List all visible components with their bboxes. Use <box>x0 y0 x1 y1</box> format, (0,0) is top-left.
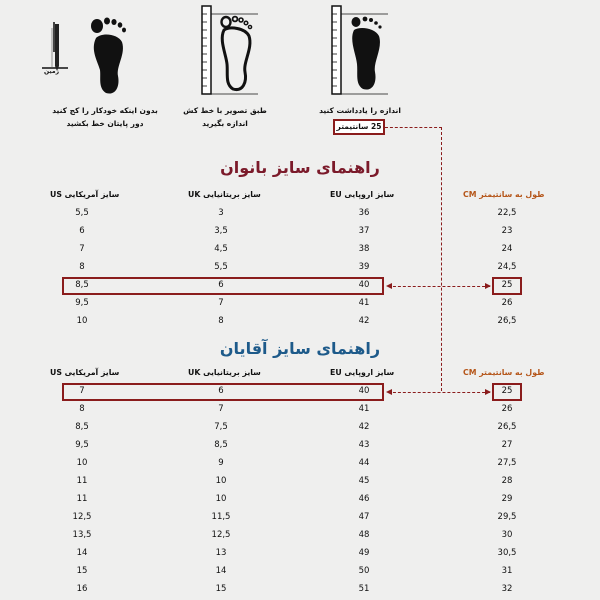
women-cell-cm: 24 <box>501 244 513 254</box>
men-cell-cm: 30 <box>501 530 513 540</box>
women-cell-eu: 39 <box>358 262 370 272</box>
men-highlight-arrow <box>388 392 490 393</box>
women-highlight-row-box <box>62 277 384 295</box>
men-cell-uk: 7 <box>218 404 224 414</box>
arrowhead-left-icon <box>386 389 392 395</box>
men-cell-us: 11 <box>76 494 88 504</box>
women-cell-cm: 26 <box>501 298 513 308</box>
men-cell-uk: 9 <box>218 458 224 468</box>
women-cell-cm: 23 <box>501 226 513 236</box>
women-section-title: راهنمای سایز بانوان <box>220 158 380 177</box>
men-cell-uk: 6 <box>218 386 224 396</box>
step1-caption-line2: دور پایتان خط بکشید <box>66 119 144 128</box>
men-cell-eu: 40 <box>358 386 370 396</box>
men-header-eu: سایز اروپایی EU <box>330 368 395 377</box>
men-cell-us: 8 <box>79 404 85 414</box>
step2-caption-line1: طبق تصویر با خط کش <box>183 106 267 115</box>
men-cell-cm: 26,5 <box>497 422 517 432</box>
women-cell-uk: 4,5 <box>214 244 228 254</box>
men-cell-cm: 31 <box>501 566 513 576</box>
men-cell-uk: 12,5 <box>211 530 231 540</box>
men-cell-uk: 7,5 <box>214 422 228 432</box>
men-cell-us: 14 <box>76 548 88 558</box>
men-cell-us: 16 <box>76 584 88 594</box>
connector-line <box>385 127 442 128</box>
men-cell-uk: 14 <box>215 566 227 576</box>
footprint-icon <box>86 14 130 96</box>
men-header-cm: طول به سانتیمتر CM <box>463 368 545 377</box>
men-cell-us: 11 <box>76 476 88 486</box>
measured-length-box: 25 سانتیمتر <box>333 119 385 135</box>
women-cell-us: 6 <box>79 226 85 236</box>
women-cell-uk: 7 <box>218 298 224 308</box>
men-cell-eu: 43 <box>358 440 370 450</box>
women-cell-cm: 24,5 <box>497 262 517 272</box>
men-cell-cm: 25 <box>501 386 513 396</box>
men-cell-cm: 30,5 <box>497 548 517 558</box>
step1-caption <box>40 104 170 130</box>
women-cell-us: 8,5 <box>75 280 89 290</box>
men-cell-uk: 13 <box>215 548 227 558</box>
women-header-us: سایز آمریکایی US <box>50 190 120 199</box>
men-cell-us: 10 <box>76 458 88 468</box>
men-cell-cm: 27 <box>501 440 513 450</box>
women-cell-cm: 25 <box>501 280 513 290</box>
women-cell-us: 9,5 <box>75 298 89 308</box>
men-cell-cm: 28 <box>501 476 513 486</box>
connector-vertical <box>441 127 442 391</box>
women-cell-us: 5,5 <box>75 208 89 218</box>
arrowhead-right-icon <box>485 389 491 395</box>
women-cell-eu: 42 <box>358 316 370 326</box>
men-cell-us: 9,5 <box>75 440 89 450</box>
women-cell-us: 10 <box>76 316 88 326</box>
women-cell-uk: 3,5 <box>214 226 228 236</box>
men-cell-uk: 11,5 <box>211 512 231 522</box>
women-cell-uk: 6 <box>218 280 224 290</box>
men-cell-eu: 41 <box>358 404 370 414</box>
men-cell-eu: 47 <box>358 512 370 522</box>
men-cell-us: 13,5 <box>72 530 92 540</box>
arrowhead-left-icon <box>386 283 392 289</box>
men-cell-eu: 45 <box>358 476 370 486</box>
women-header-cm: طول به سانتیمتر CM <box>463 190 545 199</box>
women-cell-us: 7 <box>79 244 85 254</box>
women-cell-us: 8 <box>79 262 85 272</box>
men-cell-cm: 29,5 <box>497 512 517 522</box>
women-cell-eu: 36 <box>358 208 370 218</box>
step3-caption <box>300 104 420 117</box>
men-highlight-cm-box <box>492 383 522 401</box>
men-cell-eu: 48 <box>358 530 370 540</box>
men-cell-eu: 50 <box>358 566 370 576</box>
men-cell-uk: 8,5 <box>214 440 228 450</box>
women-cell-eu: 38 <box>358 244 370 254</box>
step1-caption-line1: بدون اینکه خودکار را کج کنید <box>52 106 158 115</box>
men-cell-uk: 10 <box>215 494 227 504</box>
men-cell-uk: 10 <box>215 476 227 486</box>
men-cell-eu: 44 <box>358 458 370 468</box>
men-highlight-row-box <box>62 383 384 401</box>
women-cell-eu: 41 <box>358 298 370 308</box>
women-cell-eu: 40 <box>358 280 370 290</box>
men-cell-eu: 46 <box>358 494 370 504</box>
women-highlight-arrow <box>388 286 490 287</box>
step2-caption <box>165 104 285 130</box>
men-cell-us: 12,5 <box>72 512 92 522</box>
women-cell-cm: 26,5 <box>497 316 517 326</box>
step3-caption-line1: اندازه را یادداشت کنید <box>319 106 401 115</box>
men-cell-eu: 51 <box>358 584 370 594</box>
men-header-uk: سایز بریتانیایی UK <box>188 368 261 377</box>
arrowhead-right-icon <box>485 283 491 289</box>
men-header-us: سایز آمریکایی US <box>50 368 120 377</box>
women-cell-cm: 22,5 <box>497 208 517 218</box>
women-header-uk: سایز بریتانیایی UK <box>188 190 261 199</box>
men-cell-uk: 15 <box>215 584 227 594</box>
ruler-foot-icon <box>200 4 260 98</box>
men-cell-eu: 42 <box>358 422 370 432</box>
women-highlight-cm-box <box>492 277 522 295</box>
men-cell-us: 7 <box>79 386 85 396</box>
men-cell-cm: 29 <box>501 494 513 504</box>
men-cell-eu: 49 <box>358 548 370 558</box>
men-cell-us: 15 <box>76 566 88 576</box>
ground-label: زمین <box>44 68 60 75</box>
women-cell-eu: 37 <box>358 226 370 236</box>
men-cell-us: 8,5 <box>75 422 89 432</box>
men-cell-cm: 26 <box>501 404 513 414</box>
women-cell-uk: 5,5 <box>214 262 228 272</box>
ruler-footprint-icon <box>330 4 390 98</box>
men-cell-cm: 32 <box>501 584 513 594</box>
women-cell-uk: 8 <box>218 316 224 326</box>
men-cell-cm: 27,5 <box>497 458 517 468</box>
men-section-title: راهنمای سایز آقایان <box>219 339 381 358</box>
women-cell-uk: 3 <box>218 208 224 218</box>
women-header-eu: سایز اروپایی EU <box>330 190 395 199</box>
step2-caption-line2: اندازه بگیرید <box>202 119 248 128</box>
